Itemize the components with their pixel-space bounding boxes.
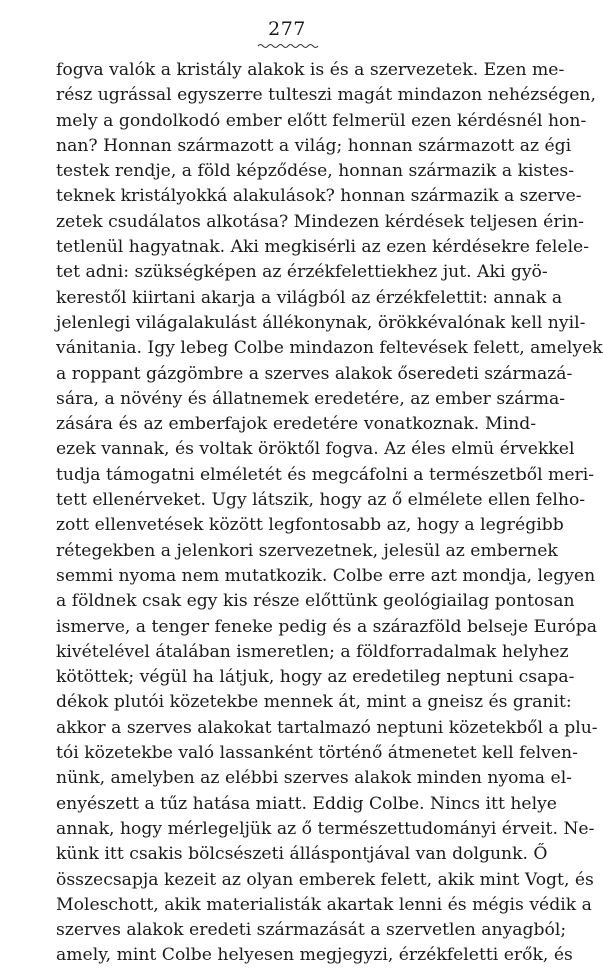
text-line: összecsapja kezeit az olyan emberek felett, akik mint Vogt, és [56, 869, 594, 890]
text-line: akkor a szerves alakokat tartalmazó neptuni közetekből a plu- [56, 717, 598, 738]
text-line: zott ellenvetések között legfontosabb az, hogy a legrégibb [56, 515, 564, 536]
text-line: annak, hogy mérlegeljük az ő természettudományi érveit. Ne- [56, 818, 595, 839]
text-line: amely, mint Colbe helyesen megjegyzi, érzékfeletti erők, és [56, 945, 573, 966]
text-line: kerestől kiirtani akarja a világból az érzékfelettit: annak a [56, 287, 563, 308]
text-line: dékok plutói közetekbe mennek át, mint a gneisz és granit: [56, 692, 572, 713]
text-line: künk itt csakis bölcsészeti álláspontjával van dolgunk. Ő [56, 844, 548, 865]
text-line: mely a gondolkodó ember előtt felmerül ezen kérdésnél hon- [56, 110, 587, 131]
text-line: fogva valók a kristály alakok is és a szervezetek. Ezen me- [56, 60, 565, 80]
text-line: nünk, amelyben az elébbi szerves alakok minden nyoma el- [56, 768, 572, 789]
body-text [56, 58, 603, 969]
text-line: semmi nyoma nem mutatkozik. Colbe erre azt mondja, legyen [56, 565, 596, 586]
text-line: zetek csudálatos alkotása? Mindezen kérdések teljesen érin- [56, 211, 584, 232]
text-line: testek rendje, a föld képződése, honnan származik a kistes- [56, 161, 575, 182]
text-line: rétegekben a jelenkori szervezetnek, jelesül az embernek [56, 540, 558, 561]
text-line: a földnek csak egy kis része előttünk geológiailag pontosan [56, 591, 575, 612]
page-number: 277 [268, 18, 306, 40]
text-line: kivételével átalában ismeretlen; a földforradalmak helyhez [56, 641, 569, 662]
text-line: sára, a növény és állatnemek eredetére, az ember szárma- [56, 388, 566, 409]
text-line: szerves alakok eredeti származását a szervetlen anyagból; [56, 920, 567, 941]
wavy-rule-ornament [258, 43, 318, 49]
text-line: tói közetekbe való lassanként történő átmenetet kell felven- [56, 743, 578, 764]
text-line: ismerve, a tenger feneke pedig és a szárazföld belseje Európa [56, 616, 598, 637]
text-line: nan? Honnan származott a világ; honnan származott az égi [56, 135, 572, 156]
text-line: zására és az emberfajok eredetére vonatkoznak. Mind- [56, 414, 536, 435]
text-line: Moleschott, akik materialisták akartak lenni és mégis védik a [56, 894, 592, 915]
text-line: enyészett a tűz hatása miatt. Eddig Colbe. Nincs itt helye [56, 793, 557, 814]
text-line: kötöttek; végül ha látjuk, hogy az eredetileg neptuni csapa- [56, 667, 575, 688]
text-line: teknek kristályokká alakulások? honnan származik a szerve- [56, 186, 582, 207]
text-line: ezek vannak, és voltak öröktől fogva. Az éles elmü érvekkel [56, 439, 575, 460]
text-line: tett ellenérveket. Ugy látszik, hogy az ő elmélete ellen felho- [56, 490, 586, 511]
text-line: jelenlegi világalakulást állékonynak, örökkévalónak kell nyil- [56, 312, 586, 333]
text-line: tetlenül hagyatnak. Aki megkisérli az ezen kérdésekre felele- [56, 237, 590, 258]
text-line: vánitania. Igy lebeg Colbe mindazon feltevések felett, amelyek [56, 338, 603, 359]
text-line: rész ugrással egyszerre tulteszi magát mindazon nehézségen, [56, 85, 596, 106]
text-line: tudja támogatni elméletét és megcáfolni a természetből meri- [56, 464, 595, 485]
text-line: tet adni: szükségképen az érzékfelettiekhez jut. Aki gyö- [56, 262, 548, 283]
text-line: a roppant gázgömbre a szerves alakok őseredeti származá- [56, 363, 573, 384]
